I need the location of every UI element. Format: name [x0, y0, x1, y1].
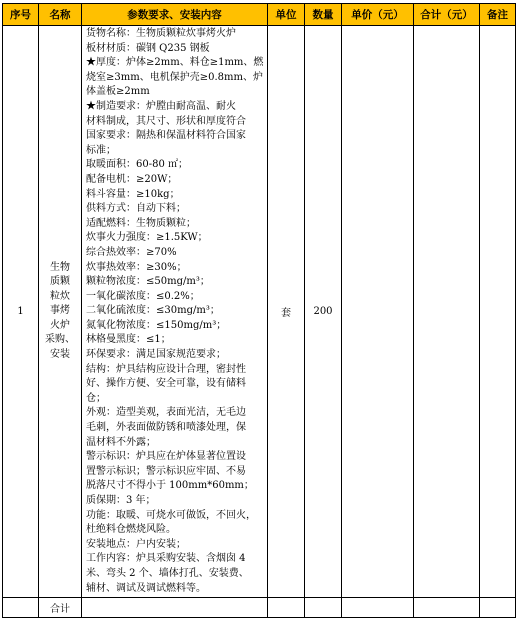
requirement-line: 杜绝料仓燃烧风险。 — [86, 524, 176, 536]
header-requirements: 参数要求、安装内容 — [82, 4, 268, 26]
requirement-line: 外观：造型美观，表面光洁，无毛边 — [86, 407, 246, 419]
row-name — [39, 26, 82, 598]
name-line: 安装 — [50, 349, 70, 361]
row-remark — [480, 26, 516, 598]
row-index: 1 — [3, 26, 39, 598]
total-remark-empty — [480, 598, 516, 618]
name-line: 生物 — [50, 261, 70, 273]
requirements-list — [86, 27, 264, 596]
procurement-table — [2, 3, 516, 618]
requirement-line: 辅材、调试及调试燃料等。 — [86, 582, 206, 594]
requirement-line: 氮氧化物浓度：≤150mg/m³； — [86, 319, 227, 331]
requirement-line: 炊事热效率：≥30%； — [86, 261, 187, 273]
name-line: 质颗 — [50, 276, 70, 288]
requirement-line: 林格曼黑度：≤1； — [86, 334, 171, 346]
total-requirements-empty — [82, 598, 268, 618]
requirement-line: 质保期：3 年； — [86, 495, 156, 506]
header-index: 序号 — [3, 4, 39, 26]
row-unit: 套 — [268, 26, 305, 598]
requirement-line: 料斗容量：≥10kg； — [86, 188, 180, 200]
requirement-line: 综合热效率：≥70% — [86, 246, 177, 258]
table-row — [3, 26, 516, 598]
requirement-line: 颗粒物浓度：≤50mg/m³； — [86, 276, 210, 288]
requirement-line: 环保要求：满足国家规范要求； — [86, 349, 226, 361]
requirement-line: 配备电机：≥20W； — [86, 173, 178, 185]
requirement-line: 毛刺，外表面做防锈和喷漆处理，保 — [86, 422, 246, 434]
requirement-line: 标准； — [86, 144, 116, 156]
requirement-line: ★厚度：炉体≥2mm、料仓≥1mm、燃 — [86, 57, 264, 69]
requirement-line: ★制造要求：炉膛由耐高温、耐火 — [86, 100, 236, 112]
header-name: 名称 — [39, 4, 82, 26]
header-remark: 备注 — [480, 4, 516, 26]
row-total — [414, 26, 480, 598]
requirement-line: 取暖面积：60-80 ㎡； — [86, 159, 189, 171]
requirement-line: 脱落尺寸不得小于 100mm*60mm； — [86, 480, 254, 492]
total-amount-empty — [414, 598, 480, 618]
header-row — [3, 4, 516, 26]
requirement-line: 温材料不外露； — [86, 436, 156, 448]
requirement-line: 二氧化硫浓度：≤30mg/m³； — [86, 305, 220, 317]
total-unit-price-empty — [342, 598, 414, 618]
requirement-line: 结构：炉具结构应设计合理，密封性 — [86, 363, 246, 375]
requirement-line: 一氧化碳浓度：≤0.2%； — [86, 290, 200, 302]
requirement-line: 国家要求：隔热和保温材料符合国家 — [86, 130, 246, 142]
requirement-line: 警示标识：炉具应在炉体显著位置设 — [86, 451, 246, 463]
requirement-line: 炊事火力强度：≥1.5KW； — [86, 232, 208, 244]
requirement-line: 安装地点：户内安装； — [86, 538, 186, 550]
total-label: 合计 — [39, 598, 82, 618]
total-quantity-empty — [305, 598, 342, 618]
total-unit-empty — [268, 598, 305, 618]
header-unit: 单位 — [268, 4, 305, 26]
requirement-line: 好、操作方便、安全可靠，设有储料 — [86, 378, 246, 390]
name-line: 采购、 — [45, 334, 75, 346]
requirement-line: 材料制成，其尺寸、形状和厚度符合 — [86, 115, 246, 127]
requirement-line: 板材材质：碳钢 Q235 钢板 — [86, 42, 210, 54]
row-requirements — [82, 26, 268, 598]
row-name-lines — [43, 261, 77, 363]
requirement-line: 供料方式：自动下料； — [86, 203, 186, 215]
row-unit-price — [342, 26, 414, 598]
requirement-line: 工作内容：炉具采购安装、含烟囱 4 — [86, 553, 246, 565]
requirement-line: 置警示标识；警示标识应牢固、不易 — [86, 465, 246, 477]
row-quantity: 200 — [305, 26, 342, 598]
header-total: 合计（元） — [414, 4, 480, 26]
requirement-line: 烧室≥3mm、电机保护壳≥0.8mm、炉 — [86, 71, 263, 83]
requirement-line: 货物名称：生物质颗粒炊事烤火炉 — [86, 28, 236, 39]
requirement-line: 体盖板≥2mm — [86, 86, 150, 98]
name-line: 事烤 — [50, 305, 70, 317]
header-unit-price: 单价（元） — [342, 4, 414, 26]
total-row — [3, 598, 516, 618]
requirement-line: 适配燃料：生物质颗粒； — [86, 217, 196, 229]
requirement-line: 功能：取暖、可烧水可做饭，不回火， — [86, 509, 256, 521]
name-line: 火炉 — [50, 319, 70, 331]
requirement-line: 米、弯头 2 个、墙体打孔、安装费、 — [86, 567, 249, 579]
name-line: 粒炊 — [50, 290, 70, 302]
header-quantity: 数量 — [305, 4, 342, 26]
requirement-line: 仓； — [86, 392, 106, 404]
total-index-empty — [3, 598, 39, 618]
